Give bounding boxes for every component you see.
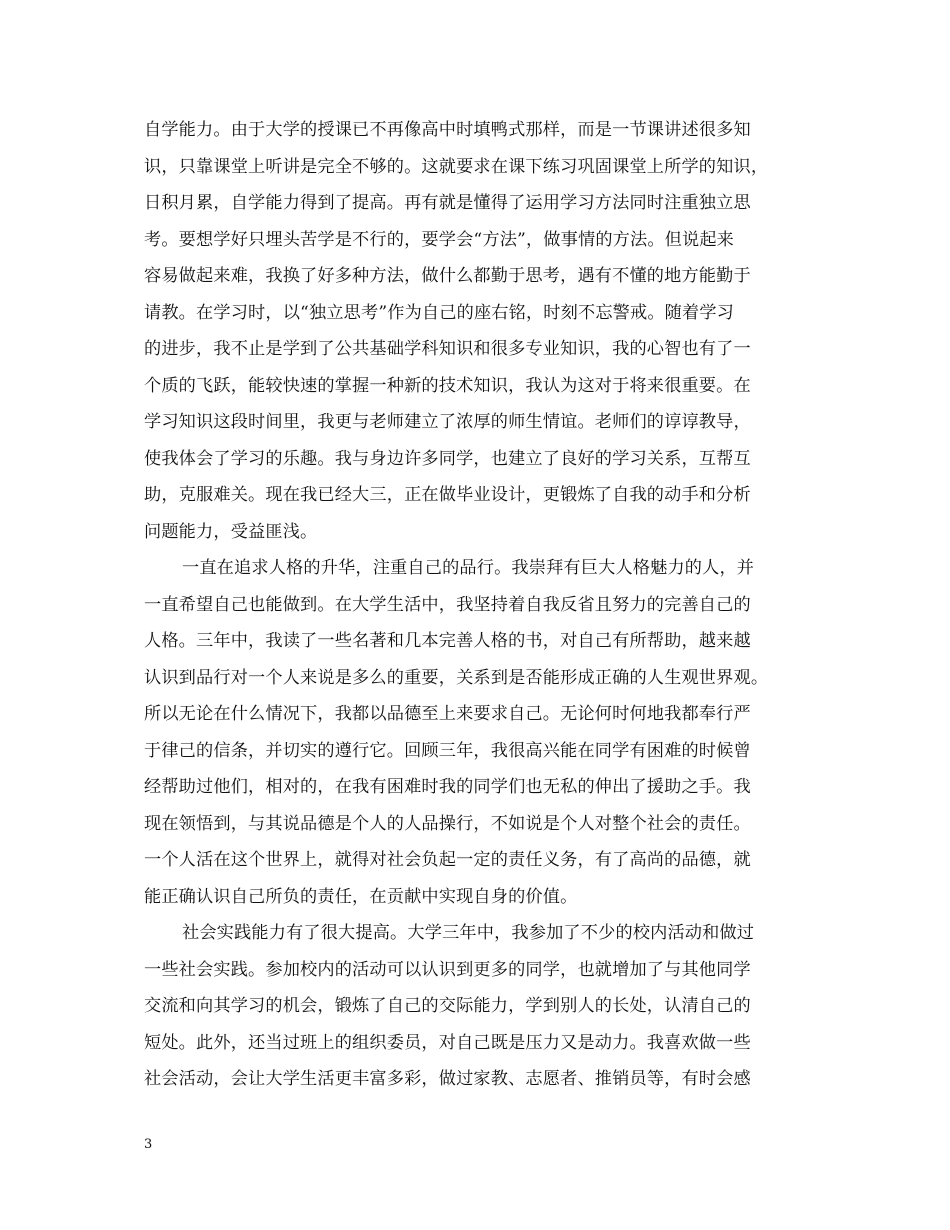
text-line: 考。要想学好只埋头苦学是不行的，要学会“方法”，做事情的方法。但说起来 [144,229,735,250]
text-line: 容易做起来难，我换了好多种方法，做什么都勤于思考，遇有不懂的地方能勤于 [144,266,751,286]
text-line: 社会活动，会让大学生活更丰富多彩，做过家教、志愿者、推销员等，有时会感 [144,1069,751,1089]
text-line: 认识到品行对一个人来说是多么的重要，关系到是否能形成正确的人生观世界观。 [144,667,769,688]
body-text [144,112,824,1098]
text-line: 于律己的信条，并切实的遵行它。回顾三年，我很高兴能在同学有困难的时候曾 [144,740,751,761]
text-line: 的进步，我不止是学到了公共基础学科知识和很多专业知识，我的心智也有了一 [144,339,751,359]
text-line: 日积月累，自学能力得到了提高。再有就是懂得了运用学习方法同时注重独立思 [144,193,751,213]
text-line: 交流和向其学习的机会，锻炼了自己的交际能力，学到别人的长处，认清自己的 [144,996,751,1016]
text-line: 个质的飞跃，能较快速的掌握一种新的技术知识，我认为这对于将来很重要。在 [144,375,751,396]
text-line: 人格。三年中，我读了一些名著和几本完善人格的书，对自己有所帮助，越来越 [144,631,751,651]
text-line: 经帮助过他们，相对的，在我有困难时我的同学们也无私的伸出了援助之手。我 [144,777,751,797]
paragraph-first-line: 社会实践能力有了很大提高。大学三年中，我参加了不少的校内活动和做过 [182,923,755,943]
paragraph-first-line: 一直在追求人格的升华，注重自己的品行。我崇拜有巨大人格魅力的人，并 [182,558,755,578]
text-line: 一直希望自己也能做到。在大学生活中，我坚持着自我反省且努力的完善自己的 [144,594,751,615]
text-line: 能正确认识自己所负的责任，在贡献中实现自身的价值。 [144,886,578,907]
text-line: 问题能力，受益匪浅。 [144,521,318,542]
text-line: 请教。在学习时，以“独立思考”作为自己的座右铭，时刻不忘警戒。随着学习 [144,302,735,323]
text-line: 所以无论在什么情况下，我都以品德至上来要求自己。无论何时何地我都奉行严 [144,704,751,724]
text-line: 短处。此外，还当过班上的组织委员，对自己既是压力又是动力。我喜欢做一些 [144,1032,751,1053]
text-line: 使我体会了学习的乐趣。我与身边许多同学，也建立了良好的学习关系，互帮互 [144,448,751,469]
text-line: 自学能力。由于大学的授课已不再像高中时填鸭式那样，而是一节课讲述很多知 [144,120,751,140]
text-line: 一些社会实践。参加校内的活动可以认识到更多的同学，也就增加了与其他同学 [144,959,751,980]
text-line: 识，只靠课堂上听讲是完全不够的。这就要求在课下练习巩固课堂上所学的知识， [144,156,769,177]
text-line: 助，克服难关。现在我已经大三，正在做毕业设计，更锻炼了自我的动手和分析 [144,485,751,505]
text-line: 一个人活在这个世界上，就得对社会负起一定的责任义务，有了高尚的品德，就 [144,850,751,870]
page-number: 3 [144,1137,153,1152]
text-line: 现在领悟到，与其说品德是个人的人品操行，不如说是个人对整个社会的责任。 [144,813,751,834]
text-line: 学习知识这段时间里，我更与老师建立了浓厚的师生情谊。老师们的谆谆教导， [144,412,751,432]
